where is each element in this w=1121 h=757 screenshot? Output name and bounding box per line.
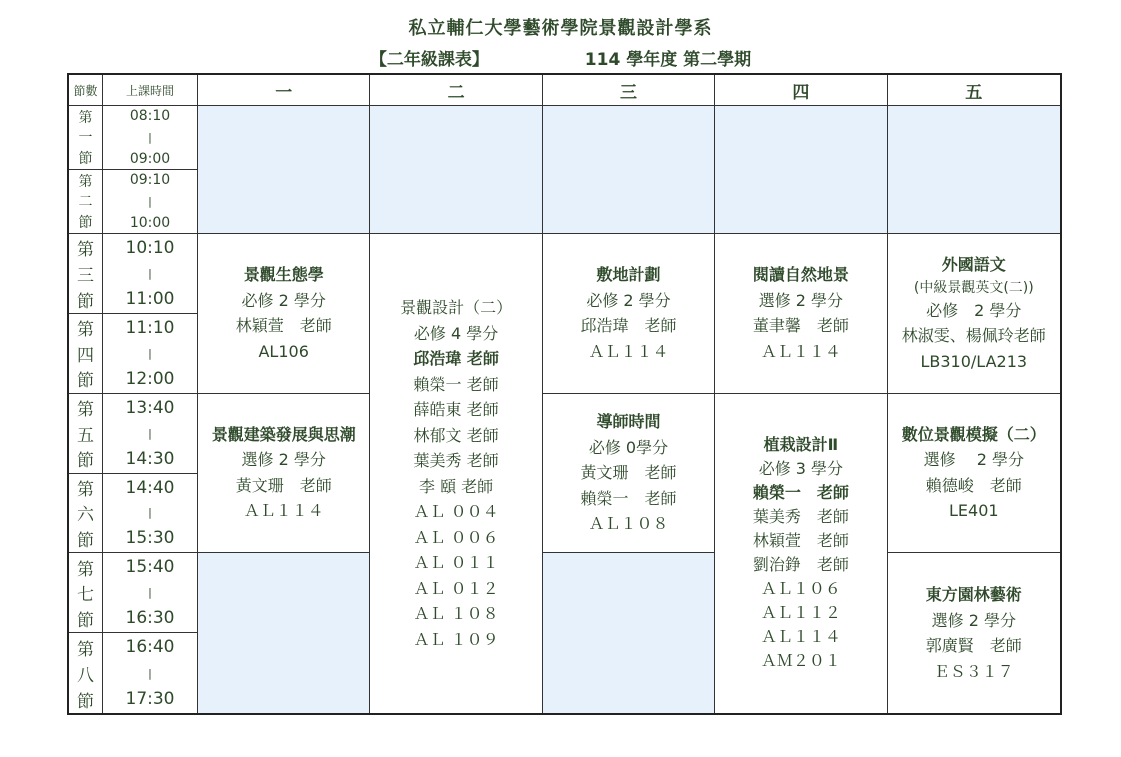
- course-room: ＥＳ３１７: [933, 661, 1014, 681]
- course-cell: [888, 553, 1060, 713]
- course-name: 東方園林藝術: [925, 585, 1022, 605]
- course-credit: 選修 2 學分: [931, 610, 1016, 630]
- course-teacher: 邱浩瑋 老師: [580, 316, 677, 336]
- course-cell: [715, 394, 887, 713]
- course-cell: [198, 394, 370, 554]
- period-label: 第 二 節: [69, 170, 103, 234]
- course-credit: 必修 2 學分: [926, 300, 1022, 320]
- header-day-mon: 一: [198, 75, 370, 106]
- course-credit: 選修 2 學分: [241, 450, 326, 470]
- header-day-thu: 四: [715, 75, 887, 106]
- term-label: 114 學年度 第二學期: [584, 50, 752, 70]
- course-cell: [370, 234, 542, 713]
- course-room: ＡＬ １０８: [413, 604, 499, 623]
- course-room: ＡＬ１１２: [760, 603, 841, 623]
- course-room: ＡＬ１１４: [760, 627, 841, 647]
- course-name: 敷地計劃: [596, 265, 661, 285]
- course-room: LE401: [949, 501, 999, 521]
- period-time: 08:10 | 09:00: [103, 106, 198, 170]
- period-time: 15:40 | 16:30: [103, 553, 198, 633]
- course-teacher: 林穎萱 老師: [752, 531, 849, 551]
- period-time: 13:40 | 14:30: [103, 394, 198, 474]
- empty-slot: [543, 106, 715, 234]
- course-teacher: 黃文珊 老師: [235, 475, 332, 495]
- course-teacher: 李 頤 老師: [419, 476, 494, 496]
- course-teacher: 賴德峻 老師: [925, 475, 1022, 495]
- empty-slot: [198, 106, 370, 234]
- course-teacher: 林郁文 老師: [413, 425, 499, 445]
- period-label: 第 四 節: [69, 314, 103, 394]
- course-teacher: 賴榮一 老師: [580, 488, 677, 508]
- header-period: 節數: [69, 75, 103, 106]
- course-name: 數位景觀模擬（二）: [901, 424, 1046, 444]
- period-label: 第 一 節: [69, 106, 103, 170]
- course-subtitle: (中級景觀英文(二)): [913, 279, 1034, 296]
- course-credit: 必修 2 學分: [241, 290, 326, 310]
- course-teacher: 黃文珊 老師: [580, 463, 677, 483]
- course-cell: [888, 394, 1060, 554]
- course-credit: 選修 2 學分: [758, 290, 844, 310]
- course-name: 外國語文: [941, 255, 1006, 275]
- timetable: [67, 73, 1062, 715]
- course-lead-teacher: 邱浩瑋 老師: [413, 349, 499, 368]
- period-time: 14:40 | 15:30: [103, 474, 198, 554]
- course-teacher: 劉治錚 老師: [752, 555, 849, 575]
- empty-slot: [888, 106, 1060, 234]
- page-subtitle: [0, 45, 1121, 70]
- course-cell: [198, 234, 370, 394]
- course-room: ＡＬ １０９: [413, 629, 499, 649]
- period-time: 09:10 | 10:00: [103, 170, 198, 234]
- course-room: ＡＬ１０６: [760, 579, 841, 599]
- course-teacher: 賴榮一 老師: [413, 374, 499, 394]
- period-time: 16:40 | 17:30: [103, 633, 198, 713]
- course-name: 植栽設計Ⅱ: [763, 435, 839, 455]
- course-teacher: 薛皓東 老師: [413, 400, 499, 419]
- course-room: ＡＬ ０１２: [413, 578, 499, 598]
- course-name: 導師時間: [596, 412, 661, 432]
- grade-label: 【二年級課表】: [369, 50, 489, 70]
- period-label: 第 五 節: [69, 394, 103, 474]
- course-teacher: 郭廣賢 老師: [925, 636, 1022, 656]
- course-name: 景觀建築發展與思潮: [211, 424, 356, 444]
- course-room: ＡＭ２０１: [760, 651, 841, 671]
- course-teacher: 董聿馨 老師: [752, 316, 849, 336]
- empty-slot: [543, 553, 715, 713]
- course-name: 景觀生態學: [243, 265, 324, 285]
- period-label: 第 三 節: [69, 234, 103, 314]
- page-title: 私立輔仁大學藝術學院景觀設計學系: [408, 18, 713, 39]
- period-label: 第 六 節: [69, 474, 103, 554]
- course-cell: [543, 234, 715, 394]
- course-credit: 必修 0學分: [588, 437, 669, 457]
- course-credit: 必修 3 學分: [758, 459, 844, 479]
- period-label: 第 七 節: [69, 553, 103, 633]
- course-room: ＡＬ ０１１: [413, 553, 499, 572]
- course-teacher: 林穎萱 老師: [235, 316, 332, 336]
- empty-slot: [715, 106, 887, 234]
- empty-slot: [370, 106, 542, 234]
- course-name: 景觀設計（二）: [400, 298, 513, 317]
- course-teacher: 林淑雯、楊佩玲老師: [901, 326, 1046, 346]
- course-room: LB310/LA213: [920, 351, 1028, 371]
- course-lead-teacher: 賴榮一 老師: [752, 483, 849, 503]
- empty-slot: [198, 553, 370, 713]
- header-day-tue: 二: [370, 75, 542, 106]
- course-credit: 必修 2 學分: [586, 290, 671, 310]
- course-room: ＡＬ１１４: [588, 341, 669, 361]
- course-room: AL106: [258, 341, 309, 361]
- course-room: ＡＬ ００６: [413, 527, 499, 547]
- header-day-fri: 五: [888, 75, 1060, 106]
- course-name: 閱讀自然地景: [752, 265, 849, 285]
- course-cell: [543, 394, 715, 554]
- course-room: ＡＬ１１４: [243, 501, 324, 521]
- period-time: 10:10 | 11:00: [103, 234, 198, 314]
- course-credit: 選修 2 學分: [923, 450, 1024, 470]
- header-time: 上課時間: [103, 75, 198, 106]
- course-teacher: 葉美秀 老師: [752, 507, 849, 527]
- course-room: ＡＬ１１４: [760, 341, 841, 361]
- course-room: ＡＬ ００４: [413, 502, 499, 521]
- course-credit: 必修 4 學分: [413, 323, 499, 343]
- course-room: ＡＬ１０８: [588, 514, 669, 534]
- course-cell: [888, 234, 1060, 394]
- header-day-wed: 三: [543, 75, 715, 106]
- period-time: 11:10 | 12:00: [103, 314, 198, 394]
- course-teacher: 葉美秀 老師: [413, 451, 499, 470]
- course-cell: [715, 234, 887, 394]
- period-label: 第 八 節: [69, 633, 103, 713]
